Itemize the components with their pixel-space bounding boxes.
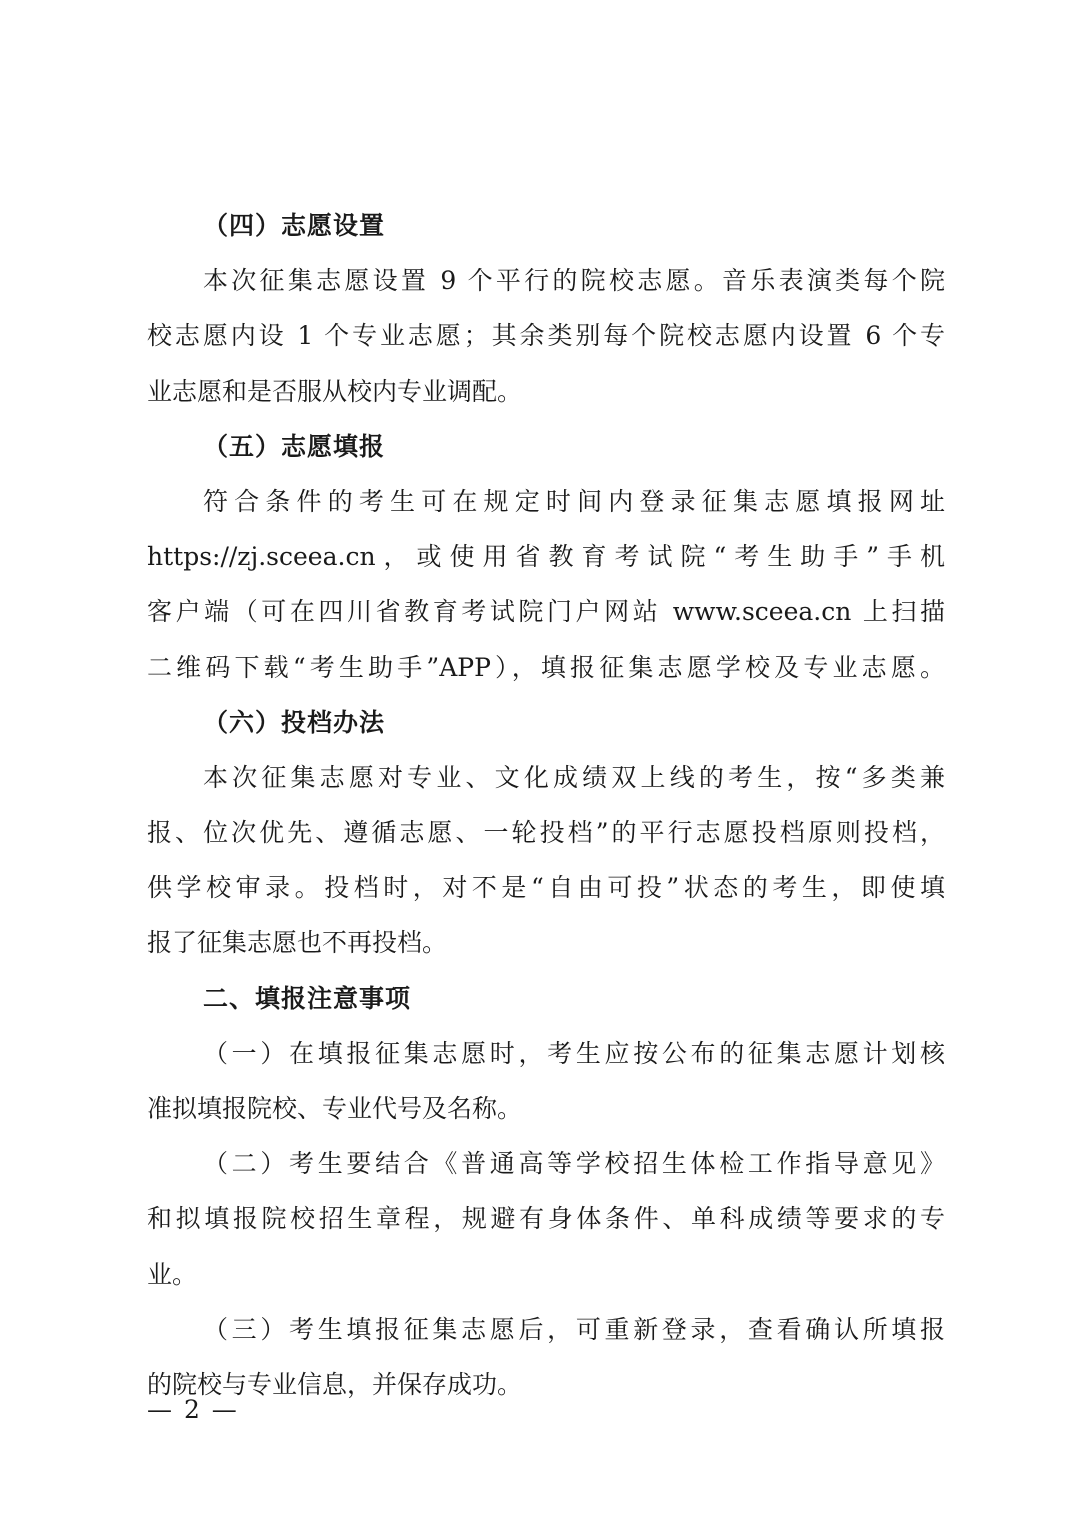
paragraph-line: 业。 bbox=[147, 1259, 198, 1289]
paragraph-line: 客户端（可在四川省教育考试院门户网站 www.sceea.cn 上扫描 bbox=[147, 597, 945, 627]
paragraph-line: 和拟填报院校招生章程，规避有身体条件、单科成绩等要求的专 bbox=[147, 1204, 945, 1234]
document-body bbox=[147, 198, 945, 1412]
paragraph-line: （一）在填报征集志愿时，考生应按公布的征集志愿计划核 bbox=[203, 1038, 945, 1068]
paragraph-line: https://zj.sceea.cn，或使用省教育考试院“考生助手”手机 bbox=[147, 542, 945, 572]
paragraph-line: 符合条件的考生可在规定时间内登录征集志愿填报网址 bbox=[203, 486, 945, 516]
paragraph-line: 校志愿内设 1 个专业志愿；其余类别每个院校志愿内设置 6 个专 bbox=[147, 321, 945, 351]
section-heading-5: （五）志愿填报 bbox=[203, 431, 386, 461]
paragraph-line: 本次征集志愿设置 9 个平行的院校志愿。音乐表演类每个院 bbox=[203, 266, 945, 296]
paragraph-line: 报、位次优先、遵循志愿、一轮投档”的平行志愿投档原则投档， bbox=[147, 818, 945, 848]
paragraph-line: （二）考生要结合《普通高等学校招生体检工作指导意见》 bbox=[203, 1149, 945, 1179]
section-heading-6: （六）投档办法 bbox=[203, 707, 386, 737]
paragraph-line: 供学校审录。投档时，对不是“自由可投”状态的考生，即使填 bbox=[147, 873, 945, 903]
paragraph-line: 准拟填报院校、专业代号及名称。 bbox=[147, 1094, 523, 1123]
paragraph-line: 二维码下载“考生助手”APP），填报征集志愿学校及专业志愿。 bbox=[147, 652, 945, 682]
paragraph-line: （三）考生填报征集志愿后，可重新登录，查看确认所填报 bbox=[203, 1314, 945, 1344]
paragraph-line: 的院校与专业信息，并保存成功。 bbox=[147, 1369, 523, 1399]
paragraph-line: 业志愿和是否服从校内专业调配。 bbox=[147, 376, 523, 406]
paragraph-line: 报了征集志愿也不再投档。 bbox=[147, 928, 448, 958]
paragraph-line: 本次征集志愿对专业、文化成绩双上线的考生，按“多类兼 bbox=[203, 762, 945, 792]
section-heading-4: （四）志愿设置 bbox=[203, 211, 386, 240]
part-heading-2: 二、填报注意事项 bbox=[203, 983, 412, 1013]
page-number: — 2 — bbox=[147, 1395, 239, 1424]
